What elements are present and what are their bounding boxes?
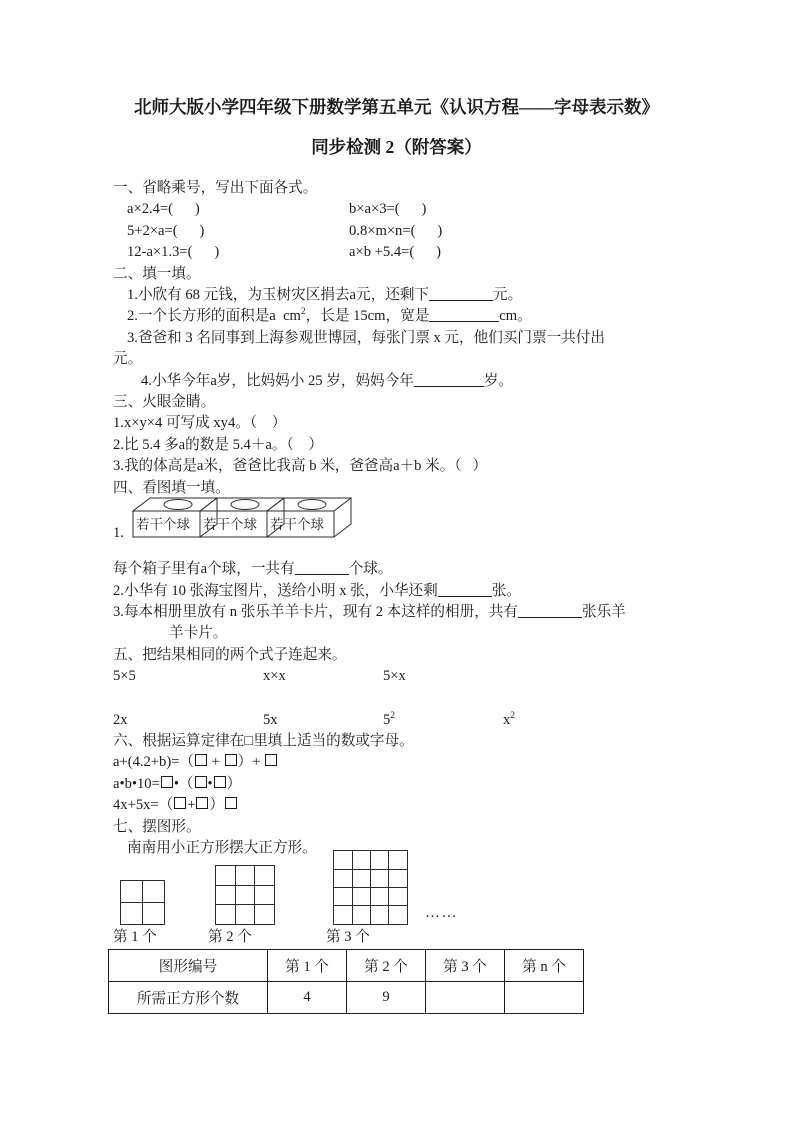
- section-6-line-3: [113, 795, 703, 816]
- document-title-block: [60, 96, 733, 158]
- s6-l2-p3: ）: [226, 775, 242, 792]
- table-cell-value[interactable]: 4: [268, 982, 347, 1014]
- s6-l3-p2: ）: [209, 797, 225, 814]
- expr-1-left[interactable]: a×2.4=( ): [127, 201, 200, 218]
- s6-l3-p1: +: [187, 797, 196, 814]
- blank-square[interactable]: [195, 754, 207, 766]
- table-cell-value[interactable]: 9: [347, 982, 426, 1014]
- s6-l2-p2: •: [207, 775, 213, 792]
- expr-1-right[interactable]: b×a×3=( ): [349, 201, 427, 218]
- answer-blank[interactable]: [438, 582, 492, 597]
- section-5-gap: [113, 688, 703, 710]
- blank-square[interactable]: [225, 754, 237, 766]
- q4-2-text-b: 张。: [491, 582, 521, 599]
- figure-label-1: 第 1 个: [113, 929, 157, 945]
- section-4-question-1: [113, 559, 703, 580]
- page-title: 北师大版小学四年级下册数学第五单元《认识方程——字母表示数》: [134, 97, 659, 117]
- s6-l2-p1: •（: [173, 775, 194, 792]
- q2-2-text-b: ，长是 15cm，宽是: [305, 308, 430, 325]
- section-4-heading: 四、看图填一填。: [113, 479, 230, 496]
- figure-2-grid: [215, 865, 275, 925]
- exponent-2: 2: [510, 710, 516, 721]
- q2-3-text-a: 3.爸爸和 3 名同事到上海参观世博园，每张门票 x 元，他们买门票一共付出: [127, 329, 605, 346]
- section-6-line-1: [113, 752, 703, 773]
- section-5-heading: 五、把结果相同的两个式子连起来。: [113, 646, 347, 663]
- q2-3-text-b: 元。: [113, 351, 143, 368]
- match-item-5x[interactable]: 5×x: [383, 668, 406, 685]
- table-header-cell: 第 2 个: [347, 950, 426, 982]
- section-4-question-3-cont: 羊卡片。: [169, 625, 228, 642]
- match-item-5x-coef[interactable]: 5x: [263, 711, 278, 728]
- answer-blank[interactable]: [429, 286, 493, 301]
- section-1-row-3: [113, 242, 703, 263]
- figure-label-2: 第 2 个: [208, 929, 252, 945]
- figure-labels: [113, 925, 693, 947]
- table-cell-empty[interactable]: [426, 982, 505, 1014]
- answer-blank[interactable]: [429, 307, 499, 322]
- q2-1-text-b: 元。: [493, 287, 523, 304]
- q4-1-text-b: 个球。: [348, 561, 393, 578]
- q2-4-text-a: 4.小华今年a岁，比妈妈小 25 岁，妈妈今年: [141, 372, 414, 389]
- q4-3-text-b: 张乐羊: [581, 603, 626, 620]
- q2-2-superscript: 2: [300, 307, 306, 318]
- section-7-heading: 七、摆图形。: [113, 818, 201, 835]
- section-5-row-bottom: [113, 710, 703, 731]
- figures-ellipsis: ……: [425, 905, 458, 921]
- squares-count-table: [108, 949, 584, 1014]
- section-3-item-3[interactable]: 3.我的体高是a米，爸爸比我高 b 米，爸爸高a＋b 米。（ ）: [113, 458, 488, 475]
- section-4-question-3: [113, 602, 703, 623]
- blank-square[interactable]: [174, 797, 186, 809]
- expr-3-right[interactable]: a×b +5.4=( ): [349, 244, 441, 261]
- blank-square[interactable]: [265, 754, 277, 766]
- section-1-heading: 一、省略乘号，写出下面各式。: [113, 180, 318, 196]
- section-2-question-3-cont: [113, 349, 703, 370]
- match-item-5x5[interactable]: 5×5: [113, 668, 136, 685]
- s6-l1-p1: +: [208, 754, 224, 771]
- section-7-subheading: 南南用小正方形摆大正方形。: [127, 839, 317, 856]
- section-6-line-2: [113, 774, 703, 795]
- section-6-heading: 六、根据运算定律在□里填上适当的数或字母。: [113, 732, 414, 749]
- q4-2-text-a: 2.小华有 10 张海宝图片，送给小明 x 张，小华还剩: [113, 582, 438, 599]
- section-3-item-2[interactable]: 2.比 5.4 多a的数是 5.4＋a。（ ）: [113, 436, 323, 453]
- base-x: x: [503, 711, 511, 728]
- q4-3-text-a: 3.每本相册里放有 n 张乐羊羊卡片，现有 2 本这样的相册，共有: [113, 603, 518, 620]
- page-subtitle: 同步检测 2（附答案）: [311, 137, 482, 157]
- table-cell-empty[interactable]: [505, 982, 584, 1014]
- blank-square[interactable]: [225, 797, 237, 809]
- section-1-row-2: [113, 221, 703, 242]
- blank-square[interactable]: [196, 797, 208, 809]
- match-item-xx[interactable]: x×x: [263, 668, 286, 685]
- expr-2-right[interactable]: 0.8×m×n=( ): [349, 222, 443, 239]
- table-row-header: [109, 950, 584, 982]
- q4-1-text-a: 每个箱子里有a个球，一共有: [113, 561, 295, 578]
- s6-l3-p0: 4x+5x=（: [113, 797, 174, 814]
- expr-3-left[interactable]: 12-a×1.3=( ): [127, 244, 220, 261]
- blank-square[interactable]: [161, 776, 173, 788]
- section-1-row-1: [113, 199, 703, 220]
- match-item-2x[interactable]: 2x: [113, 711, 128, 728]
- s6-l1-p0: a+(4.2+b)=（: [113, 754, 195, 771]
- figure-3-grid: [333, 850, 408, 925]
- table-header-cell: 图形编号: [109, 950, 268, 982]
- answer-blank[interactable]: [295, 560, 349, 575]
- q2-2-text-a: 2.一个长方形的面积是a cm: [127, 308, 301, 325]
- section-2-question-1: [113, 285, 703, 306]
- ball-boxes-illustration: [128, 493, 418, 550]
- exponent-2: 2: [390, 710, 396, 721]
- s6-l2-p0: a•b•10=: [113, 775, 160, 792]
- section-2-question-4: [113, 371, 703, 392]
- expr-2-left[interactable]: 5+2×a=( ): [127, 222, 205, 239]
- section-4-question-2: [113, 581, 703, 602]
- answer-blank[interactable]: [518, 603, 582, 618]
- blank-square[interactable]: [195, 776, 207, 788]
- table-header-cell: 第 n 个: [505, 950, 584, 982]
- match-item-5-squared[interactable]: [383, 710, 503, 731]
- table-row-label: 所需正方形个数: [109, 982, 268, 1014]
- box-label-3: 若干个球: [270, 517, 324, 532]
- boxes-svg: [128, 493, 418, 545]
- section-2-question-2: [113, 306, 703, 327]
- q2-4-text-b: 岁。: [483, 372, 514, 389]
- base-5: 5: [383, 711, 391, 728]
- section-5-row-top: [113, 666, 703, 687]
- match-item-x-squared[interactable]: [503, 710, 515, 731]
- table-header-cell: 第 1 个: [268, 950, 347, 982]
- figure-1-grid: [120, 880, 165, 925]
- s6-l1-p2: ）+: [237, 754, 265, 771]
- section-4-item-number: 1.: [113, 525, 124, 541]
- section-3-item-1[interactable]: 1.x×y×4 可写成 xy4。（ ）: [113, 415, 287, 432]
- figure-label-3: 第 3 个: [326, 929, 370, 945]
- box-label-2: 若干个球: [203, 517, 257, 532]
- box-label-1: 若干个球: [136, 517, 190, 532]
- table-row: [109, 982, 584, 1014]
- q2-1-text-a: 1.小欣有 68 元钱，为玉树灾区捐去a元，还剩下: [127, 287, 430, 304]
- answer-blank[interactable]: [414, 372, 484, 387]
- blank-square[interactable]: [214, 776, 226, 788]
- section-2-question-3: [113, 328, 703, 349]
- table-header-cell: 第 3 个: [426, 950, 505, 982]
- section-2-heading: 二、填一填。: [113, 265, 201, 282]
- q2-2-text-c: cm。: [499, 308, 532, 325]
- section-3-heading: 三、火眼金睛。: [113, 394, 216, 411]
